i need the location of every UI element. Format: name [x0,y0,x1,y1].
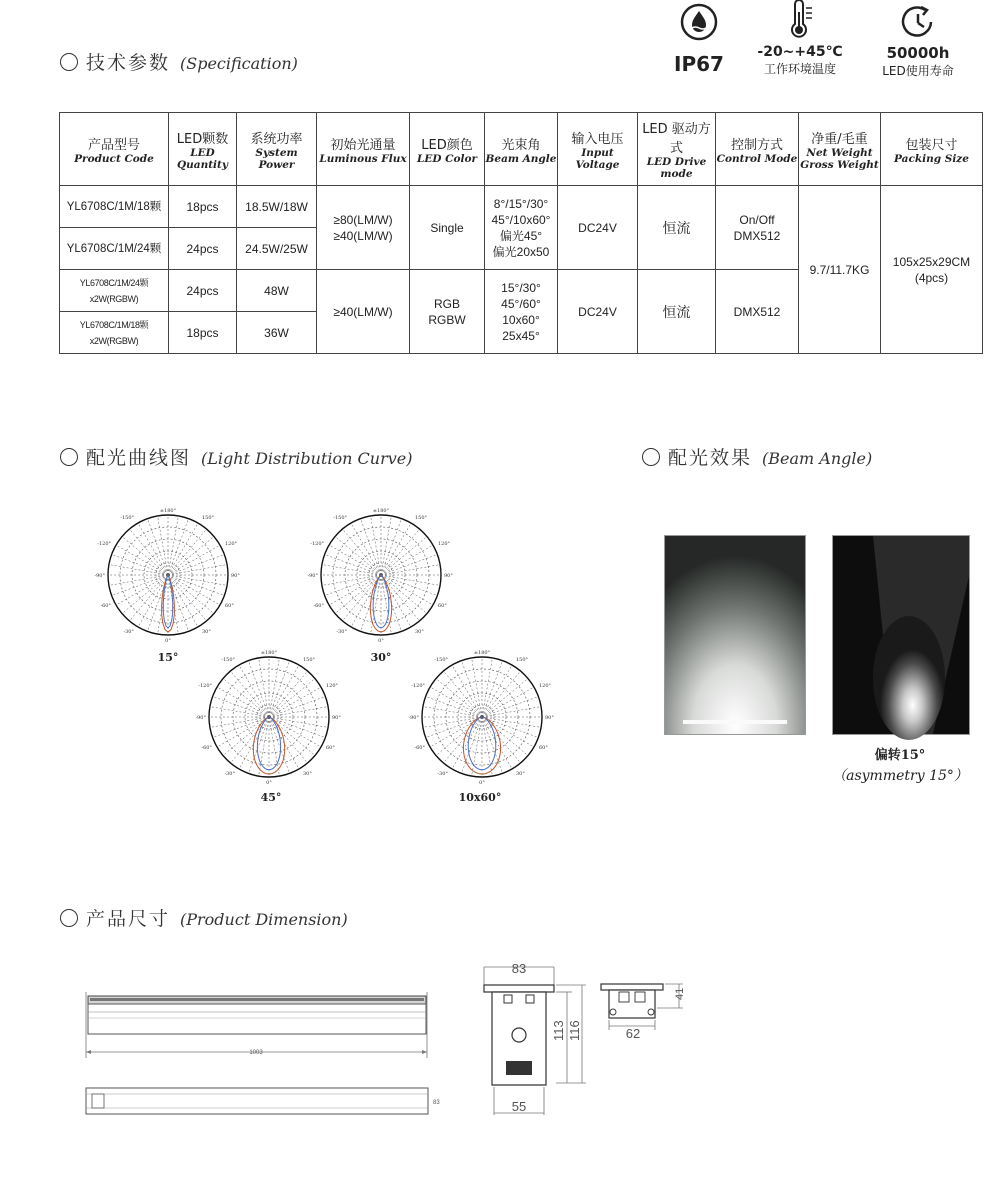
control-cell-b: DMX512 [716,270,799,354]
section-circle-icon [60,53,78,71]
curve-section-title: 配光曲线图 (Light Distribution Curve) [60,443,412,470]
product-code-cell: YL6708C/1M/24颗x2W(RGBW) [60,270,169,312]
svg-text:150°: 150° [303,657,316,663]
beam-cell-b: 15°/30° 45°/60° 10x60° 25x45° [485,270,558,354]
voltage-cell-a: DC24V [558,186,638,270]
dimension-section-title: 产品尺寸 (Product Dimension) [60,904,348,931]
svg-text:-90°: -90° [94,573,105,579]
svg-text:90°: 90° [231,573,240,579]
svg-text:30°: 30° [202,629,211,635]
svg-text:-30°: -30° [224,771,235,777]
svg-text:120°: 120° [539,683,552,689]
svg-text:30°: 30° [303,771,312,777]
led-quantity-cell: 24pcs [169,270,237,312]
end-dimension: 83 [433,1100,440,1106]
svg-text:-90°: -90° [307,573,318,579]
led-quantity-cell: 24pcs [169,228,237,270]
svg-text:0°: 0° [378,638,384,644]
beam-photo-wash [664,535,806,735]
beam-section-title: 配光效果 (Beam Angle) [642,443,872,470]
header-led-color: LED颜色 LED Color [410,113,485,186]
beam-photo-caption [820,744,980,785]
header-drive-mode: LED 驱动方式 LED Drive mode [638,113,716,186]
width-bottom-dimension: 55 [511,1099,527,1114]
svg-text:±180°: ±180° [372,508,390,514]
svg-text:-90°: -90° [408,715,419,721]
svg-text:-60°: -60° [201,745,212,751]
svg-text:30°: 30° [415,629,424,635]
header-input-voltage: 输入电压 Input Voltage [558,113,638,186]
svg-text:90°: 90° [332,715,341,721]
table-row [60,186,983,228]
ip-rating: IP67 [674,52,724,76]
svg-text:±180°: ±180° [159,508,177,514]
svg-text:-60°: -60° [414,745,425,751]
temperature-range: -20~+45℃ [757,44,843,60]
header-system-power: 系统功率 System Power [237,113,317,186]
led-quantity-cell: 18pcs [169,312,237,354]
product-front-drawing [80,990,440,1125]
svg-text:±180°: ±180° [473,650,491,656]
height-b-dimension: 116 [567,1020,582,1041]
svg-text:90°: 90° [545,715,554,721]
section-circle-icon [60,448,78,466]
beam-cell-a: 8°/15°/30° 45°/10x60° 偏光45° 偏光20x50 [485,186,558,270]
voltage-cell-b: DC24V [558,270,638,354]
thermometer-icon [782,0,818,40]
width-top-dimension: 83 [511,961,527,976]
temperature-badge [748,0,852,77]
clock-icon [898,2,938,42]
polar-diagram [307,503,453,645]
polar-label-10x60: 10x60° [458,791,502,804]
svg-text:-30°: -30° [437,771,448,777]
header-control-mode: 控制方式 Control Mode [716,113,799,186]
polar-label-45: 45° [260,791,282,804]
header-product-code: 产品型号 Product Code [60,113,169,186]
spec-table [59,112,983,354]
ip67-badge [668,2,730,76]
table-header-row [60,113,983,186]
polar-diagram [408,645,554,787]
svg-text:150°: 150° [415,515,428,521]
polar-chart-30 [307,503,453,645]
lifetime-label: LED使用寿命 [882,64,954,78]
beam-photo-asymmetry [832,535,970,735]
system-power-cell: 48W [237,270,317,312]
header-luminous-flux: 初始光通量 Luminous Flux [317,113,410,186]
svg-text:-60°: -60° [313,603,324,609]
svg-text:±180°: ±180° [260,650,278,656]
product-code-cell: YL6708C/1M/18颗x2W(RGBW) [60,312,169,354]
svg-text:0°: 0° [479,780,485,786]
svg-text:150°: 150° [202,515,215,521]
flux-cell-a: ≥80(LM/W) ≥40(LM/W) [317,186,410,270]
color-cell-a: Single [410,186,485,270]
svg-text:-150°: -150° [221,657,235,663]
length-dimension: 1003 [249,1050,263,1056]
product-code-cell: YL6708C/1M/18颗 [60,186,169,228]
header-led-quantity: LED颗数 LED Quantity [169,113,237,186]
svg-text:90°: 90° [444,573,453,579]
svg-text:-120°: -120° [198,683,212,689]
svg-text:-150°: -150° [120,515,134,521]
svg-text:0°: 0° [165,638,171,644]
height-a-dimension: 113 [551,1020,566,1041]
svg-text:120°: 120° [326,683,339,689]
svg-text:-120°: -120° [97,541,111,547]
drive-cell-b: 恒流 [638,270,716,354]
waterproof-drop-icon [679,2,719,42]
lifetime-hours: 50000h [886,44,950,62]
header-weight: 净重/毛重 Net Weight Gross Weight [799,113,881,186]
section-circle-icon [642,448,660,466]
polar-chart-45 [195,645,341,787]
svg-text:150°: 150° [516,657,529,663]
svg-text:60°: 60° [326,745,335,751]
svg-text:120°: 120° [225,541,238,547]
product-side-view-drawing [597,978,689,1040]
polar-diagram [195,645,341,787]
system-power-cell: 24.5W/25W [237,228,317,270]
side-height-dimension: 41 [674,987,686,1000]
packing-cell: 105x25x29CM (4pcs) [881,186,983,354]
svg-text:30°: 30° [516,771,525,777]
svg-text:-150°: -150° [333,515,347,521]
svg-text:60°: 60° [438,603,447,609]
polar-chart-10x60 [408,645,554,787]
svg-text:-60°: -60° [100,603,111,609]
svg-text:-120°: -120° [310,541,324,547]
drive-cell-a: 恒流 [638,186,716,270]
product-code-cell: YL6708C/1M/24颗 [60,228,169,270]
weight-cell: 9.7/11.7KG [799,186,881,354]
polar-label-15: 15° [157,651,179,664]
caption-cn: 偏转15° [874,748,926,763]
svg-text:-90°: -90° [195,715,206,721]
flux-cell-b: ≥40(LM/W) [317,270,410,354]
led-quantity-cell: 18pcs [169,186,237,228]
header-packing-size: 包装尺寸 Packing Size [881,113,983,186]
svg-text:0°: 0° [266,780,272,786]
temperature-label: 工作环境温度 [763,62,836,76]
system-power-cell: 18.5W/18W [237,186,317,228]
product-end-view-drawing [474,955,594,1120]
caption-en: （asymmetry 15°） [832,768,968,784]
lifetime-badge [870,2,966,79]
polar-chart-15 [94,503,240,645]
svg-text:-150°: -150° [434,657,448,663]
polar-label-30: 30° [370,651,392,664]
side-width-dimension: 62 [625,1026,641,1041]
spec-section-title: 技术参数 (Specification) [60,48,298,75]
svg-text:60°: 60° [539,745,548,751]
control-cell-a: On/Off DMX512 [716,186,799,270]
section-circle-icon [60,909,78,927]
system-power-cell: 36W [237,312,317,354]
svg-text:-120°: -120° [411,683,425,689]
svg-text:120°: 120° [438,541,451,547]
svg-text:60°: 60° [225,603,234,609]
svg-text:-30°: -30° [123,629,134,635]
color-cell-b: RGB RGBW [410,270,485,354]
polar-diagram [94,503,240,645]
svg-text:-30°: -30° [336,629,347,635]
header-beam-angle: 光束角 Beam Angle [485,113,558,186]
